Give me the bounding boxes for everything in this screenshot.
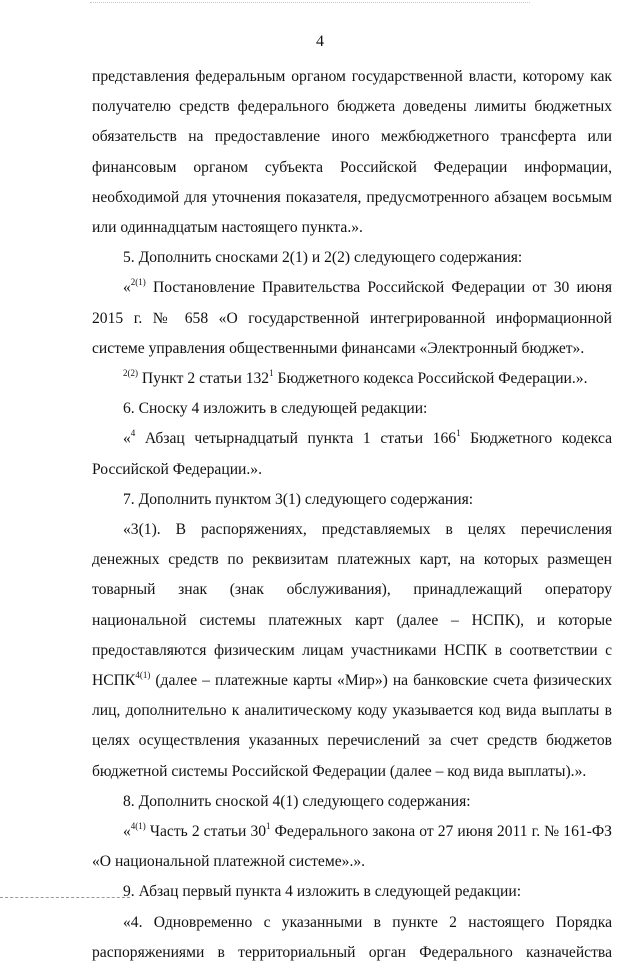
quote-mark: « — [123, 430, 131, 448]
document-body — [92, 62, 612, 968]
footnote-4 — [92, 424, 612, 484]
paragraph-text: Бюджетного кодекса Российской Федерации.». — [273, 370, 588, 388]
page-number: 4 — [316, 33, 324, 50]
paragraph-text: (далее – платежные карты «Мир») на банковские счета физических лиц, дополнительно к аналитическому коду указывается код вида выплаты в целях осуществления указанных перечислений за счет средств бюджетов бюджетной системы Российской Федерации (далее – код вида выплаты).». — [92, 672, 612, 780]
paragraph-text: 7. Дополнить пунктом 3(1) следующего содержания: — [123, 490, 474, 508]
paragraph-text: 5. Дополнить сносками 2(1) и 2(2) следующего содержания: — [123, 249, 523, 267]
paragraph-continuation — [92, 62, 612, 243]
article-superscript: 1 — [269, 368, 274, 379]
paragraph-point-3-1 — [92, 515, 612, 787]
paragraph-item-5 — [92, 243, 612, 273]
paragraph-text: Федерального закона от 27 июня 2011 г. № 161-ФЗ «О национальной платежной системе».». — [92, 823, 612, 871]
paragraph-item-6 — [92, 394, 612, 424]
paragraph-item-9 — [92, 877, 612, 907]
paragraph-text: Абзац четырнадцатый пункта 1 статьи 166 — [135, 430, 457, 448]
paragraph-text: «4. Одновременно с указанными в пункте 2 настоящего Порядка распоряжениями в территориальный орган Федерального казначейства — [92, 913, 612, 961]
footnote-2-1 — [92, 273, 612, 364]
paragraph-text: Пункт 2 статьи 132 — [138, 370, 270, 388]
scan-top-edge — [90, 2, 530, 4]
footnote-marker: 4 — [130, 428, 136, 439]
paragraph-item-7 — [92, 485, 612, 515]
paragraph-text: Бюджетного кодекса Российской Федерации.». — [92, 430, 612, 478]
paragraph-text: представления федеральным органом государственной власти, которому как получателю средств федерального бюджета доведены лимиты бюджетных обязательств на предоставление иного межбюджетного трансферта или финансовым органом субъекта Российской Федерации информации, необходимой для уточнения показателя, предусмотренного абзацем восьмым или одиннадцатым настоящего пункта.». — [92, 68, 612, 237]
footnote-marker: 4(1) — [130, 821, 146, 832]
footnote-4-1 — [92, 817, 612, 877]
article-superscript: 1 — [456, 428, 461, 439]
paragraph-text: Часть 2 статьи 30 — [145, 823, 267, 841]
paragraph-text: Постановление Правительства Российской Федерации от 30 июня 2015 г. № 658 «О государственной интегрированной информационной системе управления общественными финансами «Электронный бюджет». — [92, 279, 612, 357]
footnote-marker: 2(2) — [123, 368, 138, 379]
paragraph-text: 9. Абзац первый пункта 4 изложить в следующей редакции: — [123, 883, 522, 901]
paragraph-text: «3(1). В распоряжениях, представляемых в целях перечисления денежных средств по реквизитам платежных карт, на которых размещен товарный знак (знак обслуживания), принадлежащий оператору национальной системы платежных карт (далее – НСПК), и которые предоставляются физическим лицам участниками НСПК в соответствии с НСПК — [92, 521, 612, 690]
paragraph-text: 8. Дополнить сноской 4(1) следующего содержания: — [123, 792, 471, 810]
article-superscript: 1 — [266, 821, 271, 832]
quote-mark: « — [123, 823, 131, 841]
paragraph-text: 6. Сноску 4 изложить в следующей редакции: — [123, 400, 428, 418]
paragraph-point-4 — [92, 908, 612, 968]
footnote-2-2 — [92, 364, 612, 394]
footnote-marker: 4(1) — [135, 670, 151, 681]
footnote-marker: 2(1) — [130, 277, 146, 288]
scan-bottom-edge — [0, 897, 130, 899]
quote-mark: « — [123, 279, 131, 297]
paragraph-item-8 — [92, 787, 612, 817]
